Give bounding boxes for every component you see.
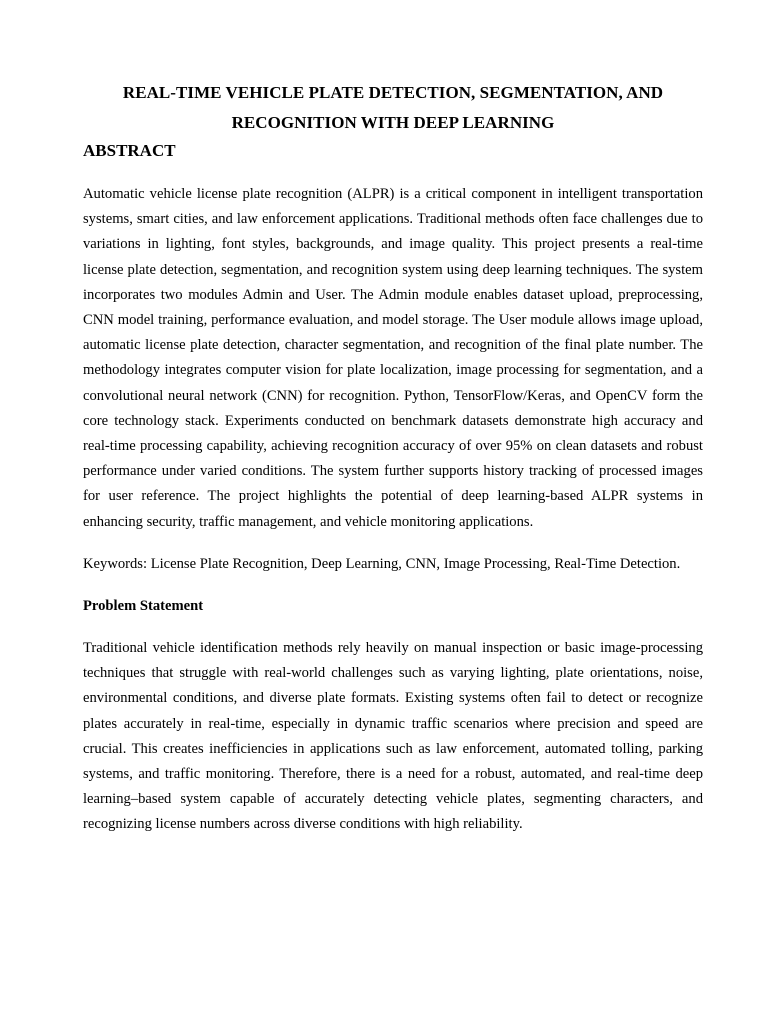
keywords-paragraph: Keywords: License Plate Recognition, Deep Learning, CNN, Image Processing, Real-Time Detection. <box>83 555 681 572</box>
problem-statement-heading: Problem Statement <box>83 598 204 615</box>
paper-title: REAL-TIME VEHICLE PLATE DETECTION, SEGMENTATION, AND RECOGNITION WITH DEEP LEARNING <box>122 83 664 132</box>
abstract-heading: ABSTRACT <box>83 141 176 160</box>
problem-statement-paragraph: Traditional vehicle identification methods rely heavily on manual inspection or basic image-processing techniques that struggle with real-world challenges such as varying lighting, plate orientations, noise, environmental conditions, and diverse plate formats. Existing systems often fail to detect or recognize plates accurately in real-time, especially in dynamic traffic scenarios where precision and speed are crucial. This creates inefficiencies in applications such as law enforcement, automated tolling, parking systems, and traffic monitoring. Therefore, there is a need for a robust, automated, and real-time deep learning–based system capable of accurately detecting vehicle plates, segmenting characters, and recognizing license numbers across diverse conditions with high reliability. <box>83 640 703 833</box>
abstract-paragraph: Automatic vehicle license plate recognition (ALPR) is a critical component in intelligent transportation systems, smart cities, and law enforcement applications. Traditional methods often face challenges due to variations in lighting, font styles, backgrounds, and image quality. This project presents a real-time license plate detection, segmentation, and recognition system using deep learning techniques. The system incorporates two modules Admin and User. The Admin module enables dataset upload, preprocessing, CNN model training, performance evaluation, and model storage. The User module allows image upload, automatic license plate detection, character segmentation, and recognition of the final plate number. The methodology integrates computer vision for plate localization, image processing for segmentation, and a convolutional neural network (CNN) for recognition. Python, TensorFlow/Keras, and OpenCV form the core technology stack. Experiments conducted on benchmark datasets demonstrate high accuracy and real-time processing capability, achieving recognition accuracy of over 95% on clean datasets and robust performance under varied conditions. The system further supports history tracking of processed images for user reference. The project highlights the potential of deep learning-based ALPR systems in enhancing security, traffic management, and vehicle monitoring applications. <box>83 186 703 530</box>
document-page <box>83 78 703 838</box>
